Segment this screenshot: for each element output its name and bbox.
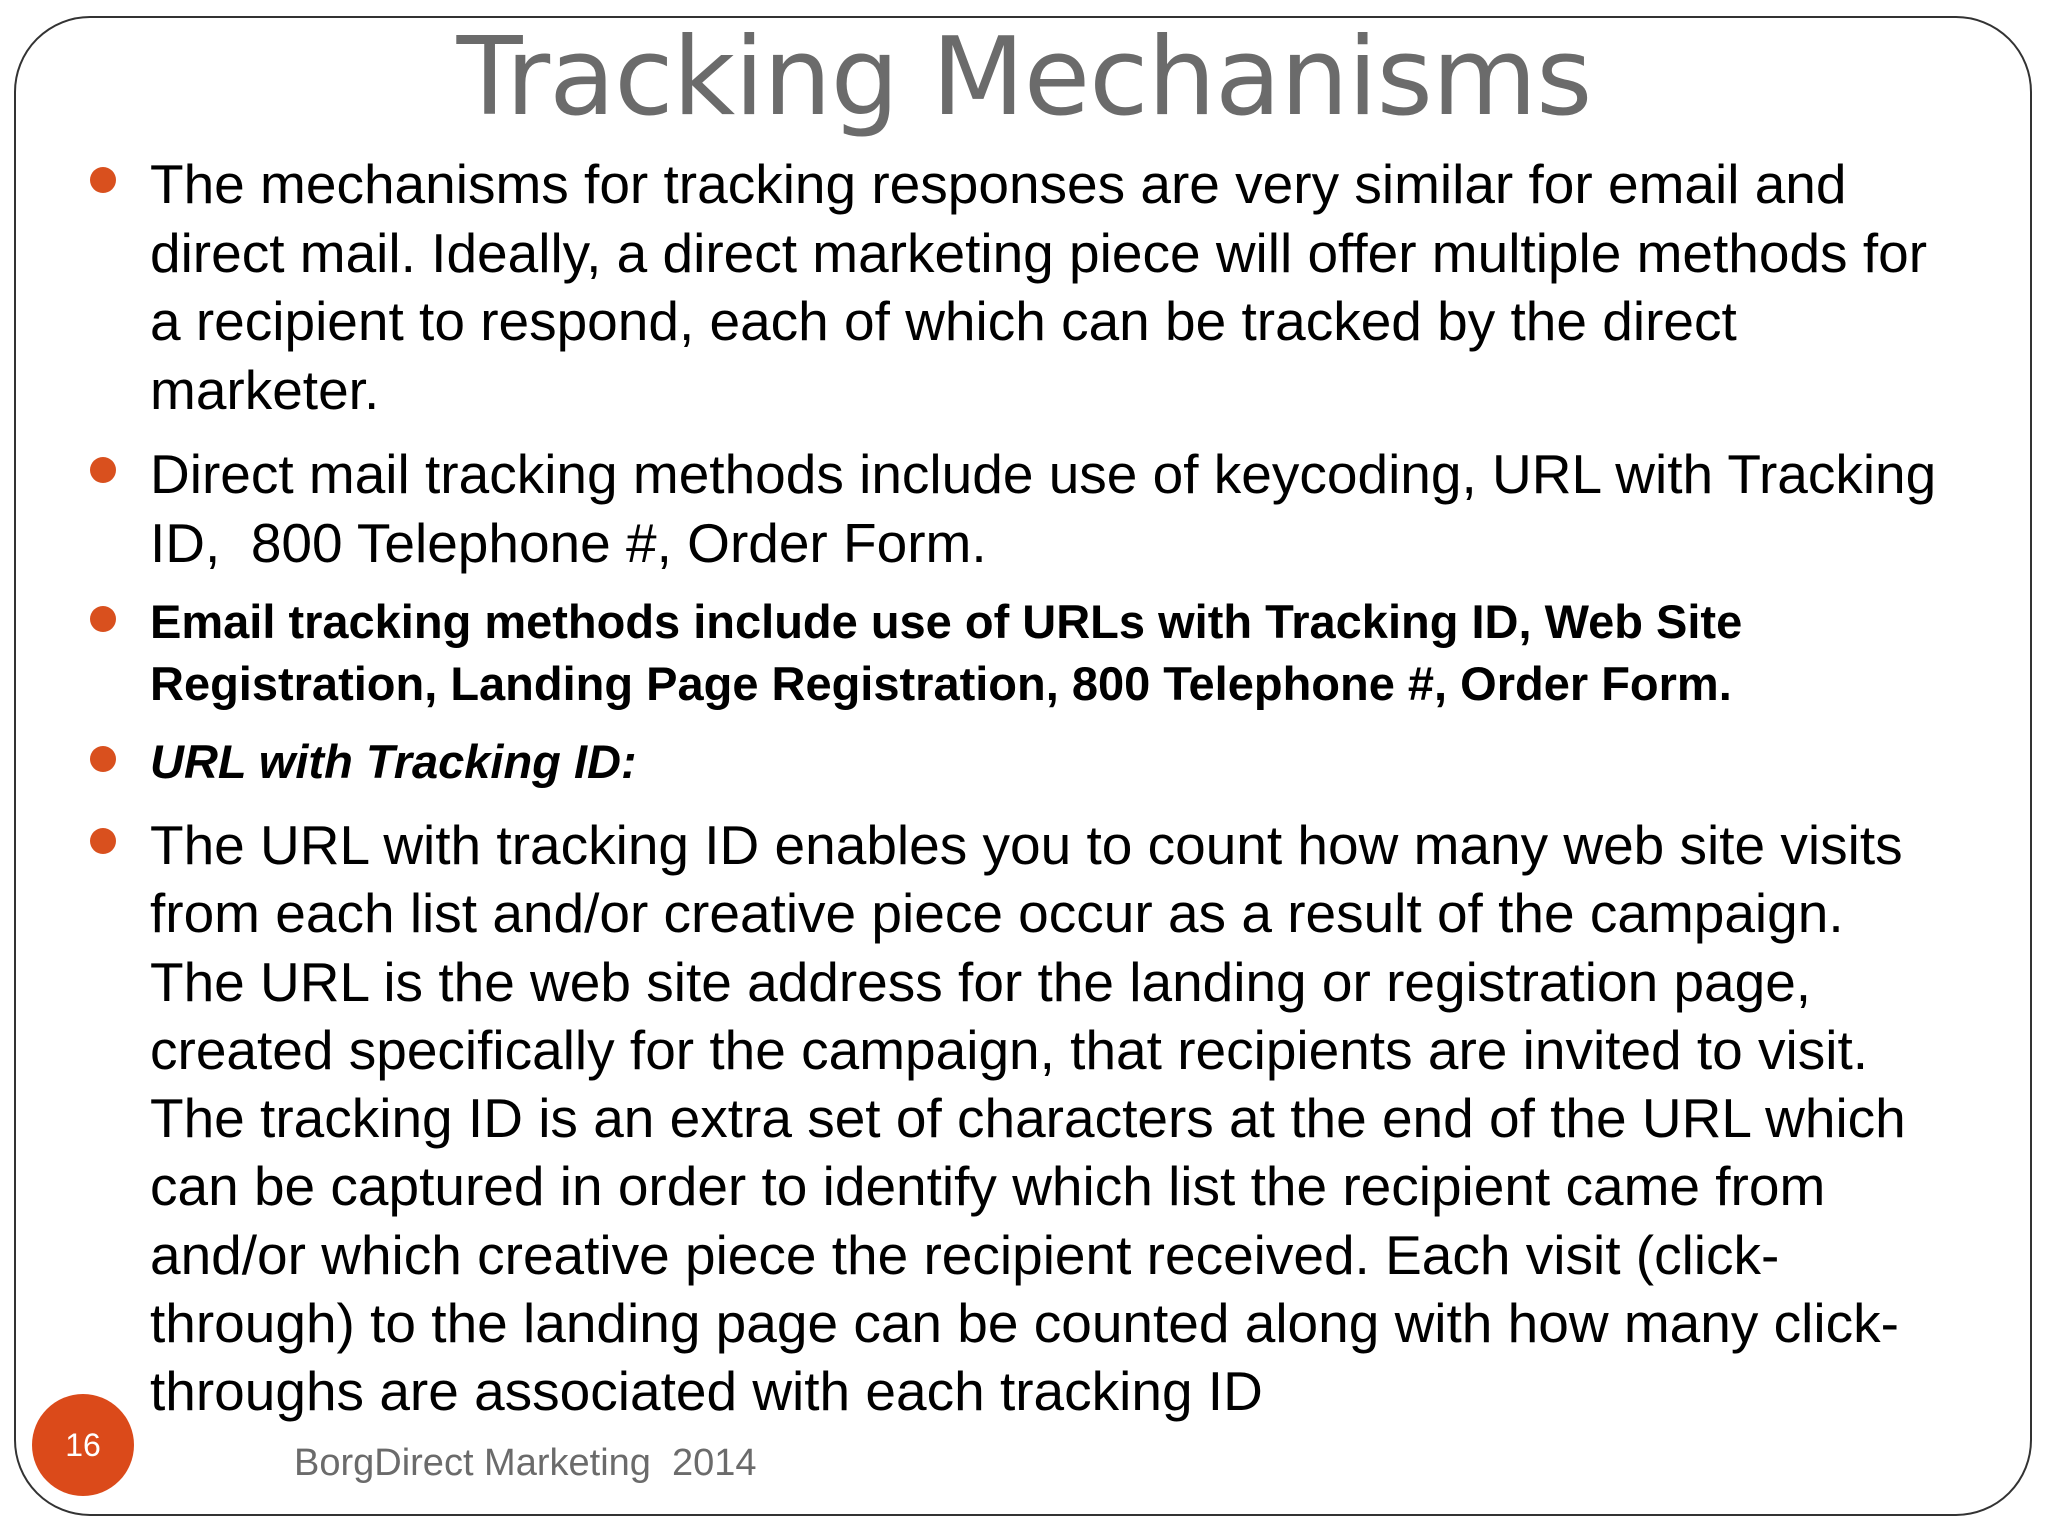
bullet-text: URL with Tracking ID: <box>150 735 637 788</box>
bullet-text: The mechanisms for tracking responses are very similar for email and direct mail. Ideally, a direct marketing piece will offer multiple methods for a recipient to respond, each of which can be tracked by the direct marketer. <box>150 153 1928 421</box>
bullet-dot-icon <box>90 606 116 632</box>
bullet-item-url-heading <box>150 731 1940 793</box>
bullet-dot-icon <box>90 167 116 193</box>
bullet-text: Email tracking methods include use of URLs with Tracking ID, Web Site Registration, Landing Page Registration, 800 Telephone #, Order Form. <box>150 595 1743 710</box>
bullet-item-email-methods <box>150 591 1940 715</box>
bullet-dot-icon <box>90 828 116 854</box>
bullet-item-tracking-overview <box>150 150 1940 424</box>
page-number-badge: 16 <box>32 1394 134 1496</box>
bullet-text: Direct mail tracking methods include use of keycoding, URL with Tracking ID, 800 Telephone #, Order Form. <box>150 443 1952 574</box>
bullet-dot-icon <box>90 746 116 772</box>
bullet-item-direct-mail-methods <box>150 440 1952 577</box>
bullet-text: The URL with tracking ID enables you to count how many web site visits from each list and/or creative piece occur as a result of the campaign. The URL is the web site address for the landing or registration page, created specifically for the campaign, that recipients are invited to visit. The tracking ID is an extra set of characters at the end of the URL which can be captured in order to identify which list the recipient came from and/or which creative piece the recipient received. Each visit (click-through) to the landing page can be counted along with how many click-throughs are associated with each tracking ID <box>150 814 1906 1423</box>
bullet-dot-icon <box>90 457 116 483</box>
footer-text: BorgDirect Marketing 2014 <box>294 1442 757 1484</box>
slide-title: Tracking Mechanisms <box>456 15 1592 140</box>
bullet-item-url-explanation <box>150 811 1940 1426</box>
